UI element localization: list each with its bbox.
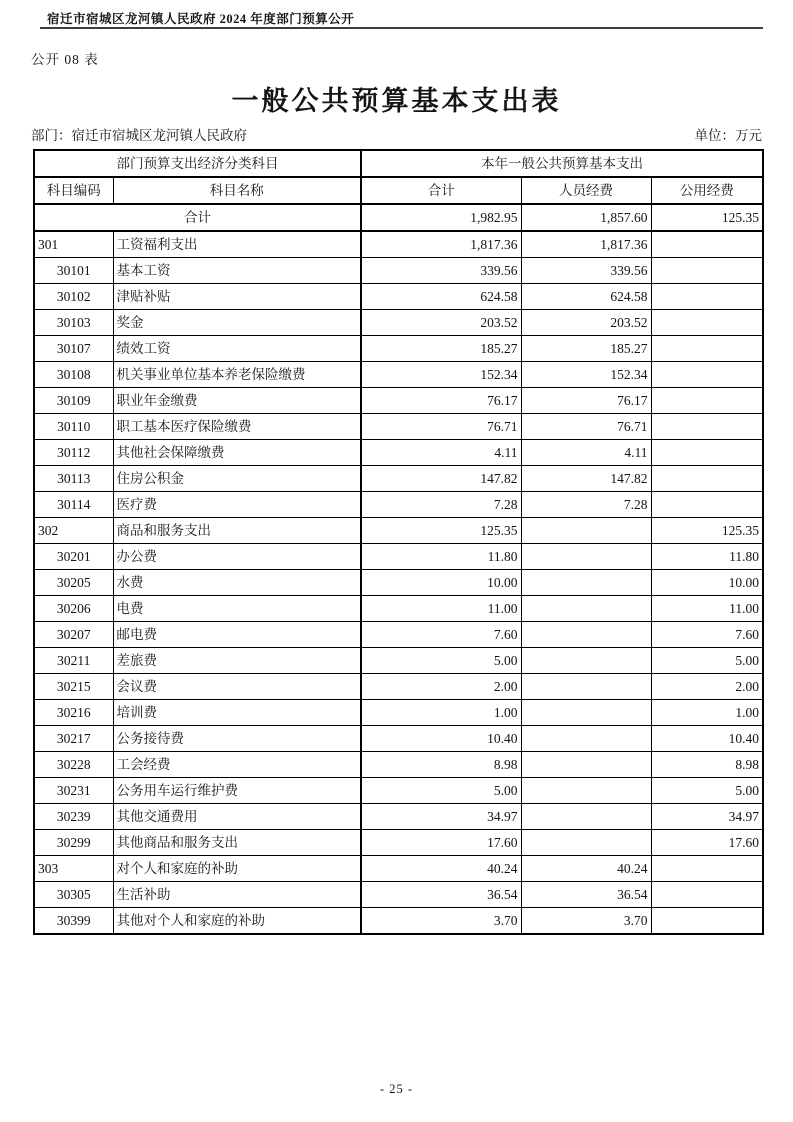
total-label-cell: 合计 (34, 204, 361, 231)
cell-subject-name: 其他对个人和家庭的补助 (113, 908, 361, 935)
cell-subject-code: 303 (34, 856, 113, 882)
table-row (34, 622, 763, 648)
cell-subject-name: 商品和服务支出 (113, 518, 361, 544)
total-personnel-cell: 1,857.60 (521, 204, 651, 231)
cell-public-funds: 125.35 (651, 518, 763, 544)
cell-subject-name: 其他商品和服务支出 (113, 830, 361, 856)
cell-personnel-funds: 76.17 (521, 388, 651, 414)
cell-total: 34.97 (361, 804, 521, 830)
cell-personnel-funds (521, 544, 651, 570)
cell-subject-name: 基本工资 (113, 258, 361, 284)
page-number: - 25 - (379, 1082, 414, 1096)
header-basic-expenditure-group: 本年一般公共预算基本支出 (361, 150, 763, 177)
cell-public-funds: 17.60 (651, 830, 763, 856)
cell-subject-name: 对个人和家庭的补助 (113, 856, 361, 882)
cell-subject-name: 办公费 (113, 544, 361, 570)
table-row (34, 336, 763, 362)
cell-total: 4.11 (361, 440, 521, 466)
cell-subject-name: 生活补助 (113, 882, 361, 908)
col-header-subject-name: 科目名称 (113, 177, 361, 204)
cell-public-funds (651, 882, 763, 908)
cell-subject-name: 水费 (113, 570, 361, 596)
table-row (34, 830, 763, 856)
cell-personnel-funds (521, 830, 651, 856)
cell-subject-name: 机关事业单位基本养老保险缴费 (113, 362, 361, 388)
cell-total: 1.00 (361, 700, 521, 726)
cell-public-funds (651, 284, 763, 310)
cell-personnel-funds (521, 752, 651, 778)
cell-subject-code: 30206 (34, 596, 113, 622)
cell-subject-name: 工资福利支出 (113, 231, 361, 258)
cell-subject-name: 职工基本医疗保险缴费 (113, 414, 361, 440)
cell-subject-name: 培训费 (113, 700, 361, 726)
cell-subject-name: 绩效工资 (113, 336, 361, 362)
col-header-total: 合计 (361, 177, 521, 204)
cell-personnel-funds (521, 518, 651, 544)
cell-total: 5.00 (361, 778, 521, 804)
cell-personnel-funds: 203.52 (521, 310, 651, 336)
cell-subject-name: 医疗费 (113, 492, 361, 518)
document-header-note: 宿迁市宿城区龙河镇人民政府 2024 年度部门预算公开 (47, 12, 355, 26)
table-row (34, 414, 763, 440)
cell-public-funds: 5.00 (651, 648, 763, 674)
cell-subject-code: 30114 (34, 492, 113, 518)
table-row (34, 310, 763, 336)
cell-total: 339.56 (361, 258, 521, 284)
cell-subject-name: 其他交通费用 (113, 804, 361, 830)
table-row (34, 388, 763, 414)
table-row (34, 492, 763, 518)
cell-total: 10.40 (361, 726, 521, 752)
cell-subject-name: 差旅费 (113, 648, 361, 674)
cell-personnel-funds: 3.70 (521, 908, 651, 935)
cell-total: 11.00 (361, 596, 521, 622)
cell-subject-name: 会议费 (113, 674, 361, 700)
cell-subject-code: 30112 (34, 440, 113, 466)
cell-total: 40.24 (361, 856, 521, 882)
department-label: 部门：宿迁市宿城区龙河镇人民政府 (31, 128, 247, 143)
cell-personnel-funds: 40.24 (521, 856, 651, 882)
cell-personnel-funds: 152.34 (521, 362, 651, 388)
cell-public-funds (651, 440, 763, 466)
cell-subject-name: 公务接待费 (113, 726, 361, 752)
cell-subject-code: 30399 (34, 908, 113, 935)
table-row (34, 258, 763, 284)
cell-personnel-funds: 624.58 (521, 284, 651, 310)
cell-public-funds (651, 466, 763, 492)
page-title: 一般公共预算基本支出表 (231, 86, 562, 116)
cell-public-funds (651, 231, 763, 258)
cell-subject-name: 住房公积金 (113, 466, 361, 492)
table-total-row (34, 204, 763, 231)
cell-personnel-funds (521, 804, 651, 830)
cell-subject-code: 30110 (34, 414, 113, 440)
cell-personnel-funds (521, 726, 651, 752)
cell-subject-code: 30113 (34, 466, 113, 492)
cell-subject-code: 30216 (34, 700, 113, 726)
table-number-label: 公开 08 表 (31, 52, 99, 67)
cell-public-funds: 11.80 (651, 544, 763, 570)
total-amount-cell: 1,982.95 (361, 204, 521, 231)
cell-public-funds: 5.00 (651, 778, 763, 804)
cell-subject-code: 30299 (34, 830, 113, 856)
cell-public-funds (651, 908, 763, 935)
cell-total: 3.70 (361, 908, 521, 935)
table-header-group-row (34, 150, 763, 177)
cell-subject-code: 30108 (34, 362, 113, 388)
table-row (34, 466, 763, 492)
cell-public-funds: 7.60 (651, 622, 763, 648)
table-row (34, 440, 763, 466)
table-row (34, 518, 763, 544)
cell-subject-code: 301 (34, 231, 113, 258)
cell-subject-code: 30211 (34, 648, 113, 674)
cell-subject-code: 30215 (34, 674, 113, 700)
cell-subject-code: 30217 (34, 726, 113, 752)
cell-personnel-funds (521, 596, 651, 622)
cell-public-funds (651, 336, 763, 362)
cell-personnel-funds (521, 700, 651, 726)
table-row (34, 778, 763, 804)
cell-personnel-funds: 7.28 (521, 492, 651, 518)
table-row (34, 674, 763, 700)
cell-subject-code: 30102 (34, 284, 113, 310)
cell-subject-code: 30107 (34, 336, 113, 362)
cell-public-funds: 11.00 (651, 596, 763, 622)
cell-total: 5.00 (361, 648, 521, 674)
cell-personnel-funds (521, 674, 651, 700)
cell-personnel-funds (521, 778, 651, 804)
table-row (34, 544, 763, 570)
cell-public-funds (651, 258, 763, 284)
cell-subject-name: 津贴补贴 (113, 284, 361, 310)
cell-total: 7.60 (361, 622, 521, 648)
cell-total: 125.35 (361, 518, 521, 544)
cell-subject-code: 30239 (34, 804, 113, 830)
cell-subject-name: 奖金 (113, 310, 361, 336)
cell-subject-name: 工会经费 (113, 752, 361, 778)
cell-total: 152.34 (361, 362, 521, 388)
cell-subject-name: 职业年金缴费 (113, 388, 361, 414)
table-header-row (34, 177, 763, 204)
cell-personnel-funds: 4.11 (521, 440, 651, 466)
cell-public-funds: 10.40 (651, 726, 763, 752)
table-row (34, 882, 763, 908)
cell-personnel-funds: 339.56 (521, 258, 651, 284)
cell-subject-code: 302 (34, 518, 113, 544)
table-row (34, 700, 763, 726)
cell-personnel-funds: 1,817.36 (521, 231, 651, 258)
cell-total: 36.54 (361, 882, 521, 908)
cell-total: 10.00 (361, 570, 521, 596)
cell-subject-code: 30231 (34, 778, 113, 804)
cell-subject-code: 30201 (34, 544, 113, 570)
cell-total: 11.80 (361, 544, 521, 570)
cell-subject-name: 邮电费 (113, 622, 361, 648)
cell-public-funds: 2.00 (651, 674, 763, 700)
cell-public-funds: 34.97 (651, 804, 763, 830)
cell-total: 185.27 (361, 336, 521, 362)
cell-personnel-funds (521, 570, 651, 596)
cell-subject-code: 30205 (34, 570, 113, 596)
col-header-personnel-funds: 人员经费 (521, 177, 651, 204)
cell-personnel-funds: 76.71 (521, 414, 651, 440)
cell-personnel-funds: 147.82 (521, 466, 651, 492)
table-row (34, 752, 763, 778)
cell-subject-code: 30101 (34, 258, 113, 284)
cell-total: 76.71 (361, 414, 521, 440)
cell-subject-code: 30228 (34, 752, 113, 778)
cell-total: 624.58 (361, 284, 521, 310)
cell-total: 17.60 (361, 830, 521, 856)
cell-public-funds (651, 310, 763, 336)
cell-total: 8.98 (361, 752, 521, 778)
table-row (34, 284, 763, 310)
table-row (34, 231, 763, 258)
cell-total: 2.00 (361, 674, 521, 700)
header-divider (40, 27, 763, 29)
cell-public-funds: 10.00 (651, 570, 763, 596)
cell-total: 1,817.36 (361, 231, 521, 258)
cell-total: 7.28 (361, 492, 521, 518)
cell-total: 76.17 (361, 388, 521, 414)
header-economic-classification: 部门预算支出经济分类科目 (34, 150, 361, 177)
table-meta-row (31, 124, 762, 144)
cell-public-funds (651, 492, 763, 518)
cell-personnel-funds (521, 622, 651, 648)
table-row (34, 596, 763, 622)
table-row (34, 856, 763, 882)
cell-subject-code: 30207 (34, 622, 113, 648)
budget-table (33, 149, 764, 935)
cell-public-funds (651, 856, 763, 882)
total-public-cell: 125.35 (651, 204, 763, 231)
table-row (34, 362, 763, 388)
cell-personnel-funds: 36.54 (521, 882, 651, 908)
cell-subject-code: 30305 (34, 882, 113, 908)
cell-public-funds (651, 388, 763, 414)
cell-public-funds (651, 362, 763, 388)
col-header-public-funds: 公用经费 (651, 177, 763, 204)
cell-total: 147.82 (361, 466, 521, 492)
cell-subject-name: 电费 (113, 596, 361, 622)
table-row (34, 648, 763, 674)
cell-personnel-funds: 185.27 (521, 336, 651, 362)
cell-public-funds: 1.00 (651, 700, 763, 726)
cell-public-funds: 8.98 (651, 752, 763, 778)
cell-subject-name: 公务用车运行维护费 (113, 778, 361, 804)
cell-public-funds (651, 414, 763, 440)
table-row (34, 726, 763, 752)
table-row (34, 570, 763, 596)
unit-label: 单位：万元 (694, 128, 762, 143)
table-row (34, 908, 763, 935)
cell-subject-name: 其他社会保障缴费 (113, 440, 361, 466)
cell-subject-code: 30103 (34, 310, 113, 336)
cell-total: 203.52 (361, 310, 521, 336)
cell-subject-code: 30109 (34, 388, 113, 414)
col-header-subject-code: 科目编码 (34, 177, 113, 204)
table-row (34, 804, 763, 830)
cell-personnel-funds (521, 648, 651, 674)
